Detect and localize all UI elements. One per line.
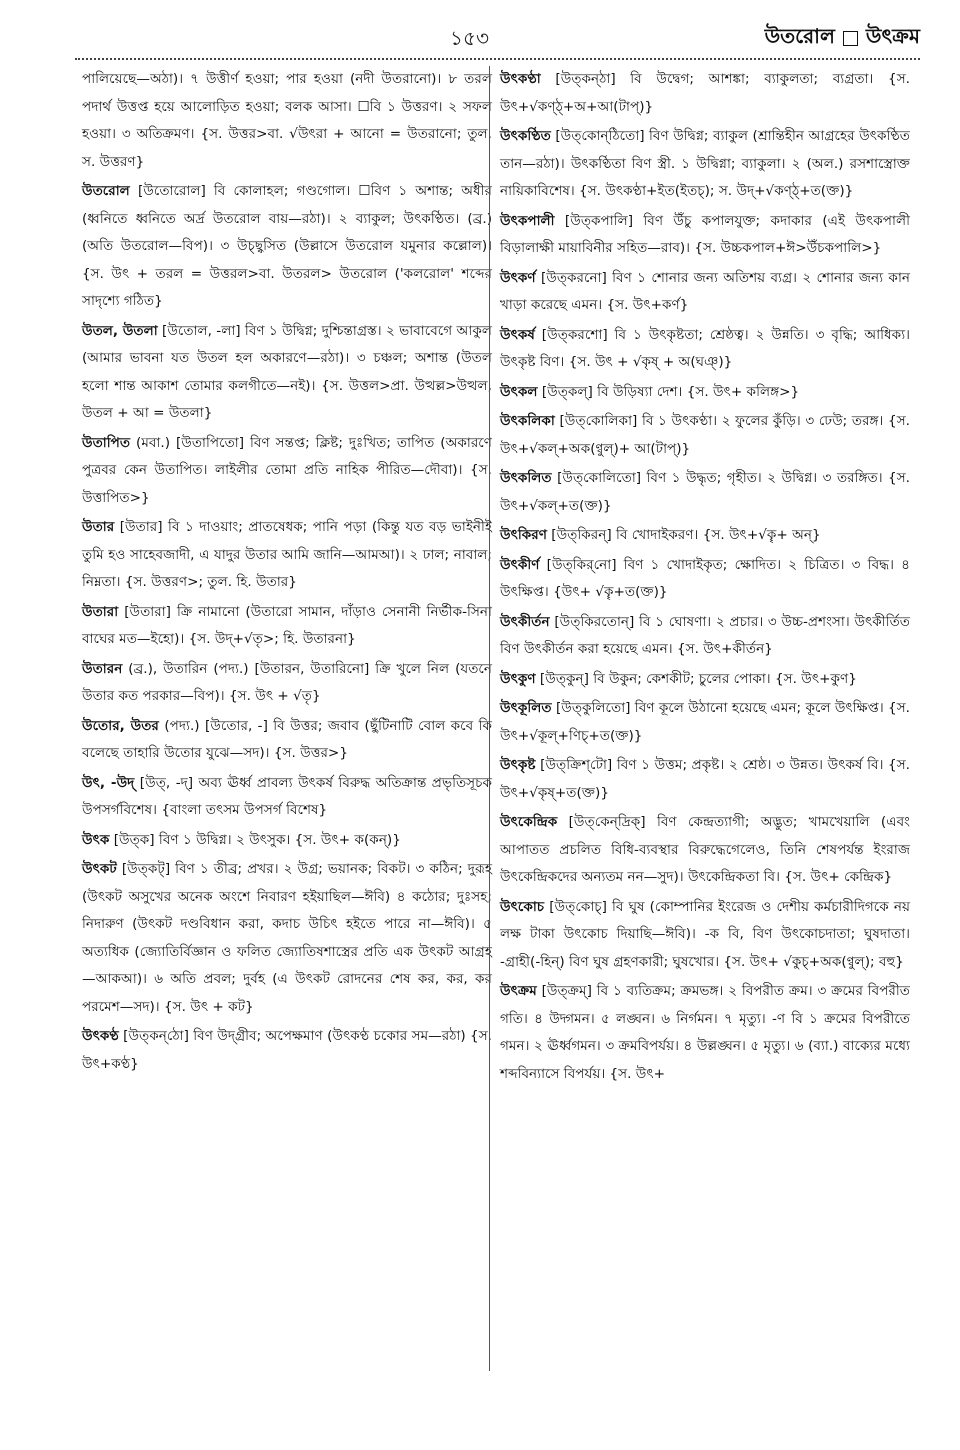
entry-headword: উৎক্রম [500, 983, 537, 999]
dictionary-entry [82, 827, 492, 855]
dictionary-entry [82, 656, 492, 711]
entry-definition: [উতোরোল] বি কোলাহল; গণ্ডগোল। ☐বিণ ১ অশান্ত; অধীর (ধ্বনিতে ধ্বনিতে অর্দ্র উতরোল বায়—রঠা)। ২ ব্যাকুল; উৎকণ্ঠিত। (ব্র.) (অতি উতরোল—বিপ)। ৩ উচ্ছ্বসিত (উল্লাসে উতরোল যমুনার কল্লোল)। {স. উৎ + তরল = উত্তরল>বা. উতরল> উতরোল ('কলরোল' শব্দের সাদৃশ্যে গঠিত} [82, 183, 492, 309]
dictionary-entry [500, 379, 910, 407]
entry-definition: [উত্‌কেন্‌দ্রিক্] বিণ কেন্দ্রত্যাগী; অদ্ভুত; খামখেয়ালি (এবং আপাতত প্রচলিত বিধি-ব্যবস্থার বিরুদ্ধেগেলেও, তিনি শেষপর্যন্ত ইংরাজ উৎকেন্দ্রিকদের অন্যতম নন—সুদ)। উৎকেন্দ্রিকতা বি। {স. উৎ+ কেন্দ্রিক} [500, 814, 910, 885]
entry-definition: [উত্‌কট্] বিণ ১ তীব্র; প্রখর। ২ উগ্র; ভয়ানক; বিকট। ৩ কঠিন; দুরূহ (উৎকট অসুখের অনেক অংশে নিবারণ হইয়াছিল—ঈবি) ৪ কঠোর; দুঃসহ; নিদারুণ (উৎকট দণ্ডবিধান করা, কদাচ উচিৎ হইতে পারে না—ঈবি)। ৫ অত্যধিক (জ্যোতির্বিজ্ঞান ও ফলিত জ্যোতিষশাস্ত্রের প্রতি এক উৎকট আগ্রহ—আকআ)। ৬ অতি প্রবল; দুর্বহ (এ উৎকট রোদনের শেষ কর, কর, কর পরমেশ—সদ)। {স. উৎ + কট} [82, 861, 492, 1015]
entry-headword: উতারন [82, 660, 123, 677]
entry-definition: [উত্‌কুন্] বি উকুন; কেশকীট; চুলের পোকা। {স. উৎ+কুণ} [539, 670, 857, 687]
entry-definition: [উতোল, -লা] বিণ ১ উদ্বিগ্ন; দুশ্চিন্তাগ্রস্ত। ২ ভাবাবেগে আকুল (আমার ভাবনা যত উতল হল অকারণে—রঠা)। ৩ চঞ্চল; অশান্ত (উতল হলো শান্ত আকাশ তোমার কলগীতে—নই)। {স. উত্তল>প্রা. উত্থল্ল>উত্থল, উতল + আ = উতলা} [82, 322, 492, 421]
dictionary-entry [82, 713, 492, 768]
dictionary-entry [82, 770, 492, 825]
entry-definition: (পদ্য.) [উতোর, -] বি উত্তর; জবাব (ছুঁটিনাটি বোল কবে কি বলেছে তাহারি উতোর যুঝে—সদ)। {স. উত্তর>} [82, 717, 492, 761]
dictionary-entry [500, 695, 910, 750]
entry-definition: (ব্র.), উতারিন (পদ্য.) [উতারন, উতারিনো] ক্রি খুলে নিল (যতনে উতার কত পরকার—বিপ)। {স. উৎ + √তৃ} [82, 660, 492, 704]
entry-headword: উৎকোচ [500, 898, 545, 915]
entry-headword: উতল, উতলা [82, 322, 158, 339]
left-column [82, 66, 492, 1078]
dictionary-entry [82, 178, 492, 316]
entry-headword: উৎকিরণ [500, 527, 547, 543]
dictionary-entry [500, 265, 910, 320]
entry-headword: উৎ, -উদ্ [82, 774, 135, 791]
entry-headword: উৎকীর্তন [500, 613, 550, 630]
dictionary-entry [500, 322, 910, 377]
entry-definition: [উত্‌ক্রম্] বি ১ ব্যতিক্রম; ক্রমভঙ্গ। ২ বিপরীত ক্রম। ৩ ক্রমের বিপরীত গতি। ৪ উদ্গমন। ৫ লঙ্ঘন। ৬ নির্গমন। ৭ মৃত্যু। -ণ বি ১ ক্রমের বিপরীতে গমন। ২ ঊর্ধ্বগমন। ৩ ক্রমবিপর্যয়। ৪ উল্লঙ্ঘন। ৫ মৃত্যু। ৬ (ব্যা.) বাক্যের মধ্যে শব্দবিন্যাসে বিপর্যয়। {স. উৎ+ [500, 983, 910, 1082]
dictionary-entry [82, 514, 492, 597]
last-guide-word: উৎক্রম [865, 24, 920, 48]
header-divider [75, 58, 920, 60]
entry-headword: উৎকণ্ঠা [500, 71, 541, 87]
dictionary-entry [500, 66, 910, 121]
entry-definition: [উত্‌করনো] বিণ ১ শোনার জন্য অতিশয় ব্যগ্র। ২ শোনার জন্য কান খাড়া করেছে এমন। {স. উৎ+কর্ণ} [500, 269, 910, 313]
dictionary-entry [500, 408, 910, 463]
entry-definition: [উত্, -দ্] অব্য ঊর্ধ্ব প্রাবল্য উৎকর্ষ বিরুদ্ধ অতিক্রান্ত প্রভৃতিসূচক উপসর্গবিশেষ। {বাংলা তৎসম উপসর্গ বিশেষ} [82, 774, 492, 818]
entry-headword: উৎকুণ [500, 670, 536, 687]
entry-definition: [উত্‌ক] বিণ ১ উদ্বিগ্ন। ২ উৎসুক। {স. উৎ+ ক(কন্)} [113, 831, 401, 848]
entry-headword: উৎকলিত [500, 470, 552, 486]
dictionary-entry [82, 318, 492, 428]
entry-definition: [উত্‌কিরতোন্] বি ১ ঘোষণা। ২ প্রচার। ৩ উচ্চ-প্রশংসা। উৎকীর্তিত বিণ উৎকীর্তন করা হয়েছে এমন। {স. উৎ+কীর্তন} [500, 613, 910, 657]
entry-headword: উৎকপালী [500, 212, 555, 229]
entry-headword: উৎকণ্ঠ [82, 1028, 119, 1044]
dictionary-entry [500, 465, 910, 520]
entry-definition: [উত্‌করশো] বি ১ উৎকৃষ্টতা; শ্রেষ্ঠত্ব। ২ উন্নতি। ৩ বৃদ্ধি; আধিক্য। উৎকৃষ্ট বিণ। {স. উৎ + √কৃষ্ + অ(ঘঞ্)} [500, 326, 910, 370]
dictionary-entry [500, 123, 910, 206]
entry-definition: [উত্‌কোন্‌ঠিতো] বিণ উদ্বিগ্ন; ব্যাকুল (শ্রান্তিহীন আগ্রহের উৎকণ্ঠিত তান—রঠা)। উৎকণ্ঠিতা বিণ স্ত্রী. ১ উদ্বিগ্না; ব্যাকুলা। ২ (অল.) রসশাস্ত্রোক্ত নায়িকাবিশেষ। {স. উৎকণ্ঠা+ইত(ইতচ্); স. উদ্+√কণ্ঠ্+ত(ক্ত)} [500, 128, 910, 199]
entry-headword: উতারা [82, 603, 119, 620]
entry-definition: পালিয়েছে—অঠা)। ৭ উত্তীর্ণ হওয়া; পার হওয়া (নদী উতরানো)। ৮ তরল পদার্থ উত্তপ্ত হয়ে আলোড়িত হওয়া; বলক আসা। ☐বি ১ উত্তরণ। ২ সফল হওয়া। ৩ অতিক্রমণ। {স. উত্তর>বা. √উৎরা + আনো = উতরানো; তুল. স. উত্তরণ} [82, 71, 492, 170]
entry-definition: (মবা.) [উতাপিতো] বিণ সন্তপ্ত; ক্লিষ্ট; দুঃখিত; তাপিত (অকারণে পুত্রবর কেন উতাপিত। লাইলীর তোমা প্রতি নাহিক পীরিত—দৌবা)। {স. উত্তাপিত>} [82, 434, 492, 506]
entry-headword: উতোর, উতর [82, 717, 159, 734]
dictionary-entry [82, 856, 492, 1021]
entry-headword: উৎকূলিত [500, 700, 552, 716]
entry-definition: [উত্‌কন্‌ঠো] বিণ উদ্গ্রীব; অপেক্ষমাণ (উৎকণ্ঠ চকোর সম—রঠা) {স. উৎ+কণ্ঠ} [82, 1028, 492, 1072]
dictionary-entry [500, 208, 910, 263]
entry-headword: উতার [82, 519, 115, 535]
entry-definition: [উত্‌কোলিকা] বি ১ উৎকণ্ঠা। ২ ফুলের কুঁড়ি। ৩ ঢেউ; তরঙ্গ। {স. উৎ+√কল্+অক(ণ্বুল্)+ আ(টাপ্)} [500, 413, 910, 457]
entry-headword: উৎকণ্ঠিত [500, 128, 551, 144]
page-number: ১৫৩ [450, 26, 489, 50]
entry-definition: [উত্‌কন্‌ঠা] বি উদ্বেগ; আশঙ্কা; ব্যাকুলতা; ব্যগ্রতা। {স. উৎ+√কণ্ঠ্+অ+আ(টাপ্)} [500, 71, 910, 115]
dictionary-entry [500, 809, 910, 892]
column-divider [489, 66, 490, 1371]
entry-headword: উৎকল [500, 383, 538, 400]
entry-definition: [উত্‌কপালি] বিণ উঁচু কপালযুক্ত; কদাকার (এই উৎকপালী বিড়ালাক্ষী মায়াবিনীর সহিত—রাব)। {স. উচ্চকপাল+ঈ>উঁচকপালি>} [500, 212, 910, 256]
running-head [765, 22, 920, 55]
entry-headword: উতরোল [82, 183, 130, 199]
entry-headword: উৎক [82, 831, 110, 848]
entry-headword: উৎকৃষ্ট [500, 757, 536, 773]
right-column [500, 66, 910, 1088]
entry-headword: উতাপিত [82, 434, 131, 451]
dictionary-entry [500, 894, 910, 977]
dictionary-entry [82, 1023, 492, 1078]
entry-definition: [উত্‌কল্] বি উড়িষ্যা দেশ। {স. উৎ+ কলিঙ্গ>} [541, 383, 800, 400]
entry-definition: [উতারা] ক্রি নামানো (উতারো সামান, দাঁড়াও সেনানী নির্ভীক-সিনা বাঘের মত—ইহো)। {স. উদ্+√তৃ>; হি. উতারনা} [82, 603, 492, 647]
dictionary-entry [500, 609, 910, 664]
dictionary-entry [500, 978, 910, 1088]
box-icon [843, 31, 858, 46]
dictionary-entry [500, 752, 910, 807]
entry-definition: [উতার] বি ১ দাওয়াং; প্রাতষেধক; পানি পড়া (কিন্তু যত বড় ভাইনীই তুমি হও সাহেবজাদী, এ যাদুর উতার আমি জানি—আমআ)। ২ ঢাল; নাবাল; নিম্নতা। {স. উত্তরণ>; তুল. হি. উতার} [82, 519, 492, 590]
entry-definition: [উত্‌কির্‌নো] বিণ ১ খোদাইকৃত; ক্ষোদিত। ২ চিত্রিত। ৩ বিদ্ধ। ৪ উৎক্ষিপ্ত। {উৎ+ √কৄ+ত(ক্ত)} [500, 556, 910, 600]
first-guide-word: উতরোল [764, 24, 835, 48]
dictionary-entry [82, 430, 492, 513]
dictionary-entry [82, 599, 492, 654]
entry-definition: [উত্‌কোলিতো] বিণ ১ উদ্ধৃত; গৃহীত। ২ উদ্বিগ্ন। ৩ তরঙ্গিত। {স. উৎ+√কল্+ত(ক্ত)} [500, 470, 911, 514]
dictionary-entry [500, 552, 910, 607]
entry-definition: [উত্‌কুলিতো] বিণ কূলে উঠানো হয়েছে এমন; কূলে উৎক্ষিপ্ত। {স. উৎ+√কূল্+ণিচ্+ত(ক্ত)} [500, 700, 910, 744]
entry-headword: উৎকর্ষ [500, 326, 535, 343]
entry-definition: [উত্‌ক্রিশ্‌টো] বিণ ১ উত্তম; প্রকৃষ্ট। ২ শ্রেষ্ঠ। ৩ উন্নত। উৎকর্ষ বি। {স. উৎ+√কৃষ্+ত(ক্ত)} [500, 757, 910, 801]
page-header [70, 18, 920, 60]
dictionary-entry [500, 666, 910, 694]
entry-headword: উৎকেন্দ্রিক [500, 814, 558, 830]
entry-headword: উৎকলিকা [500, 413, 555, 429]
dictionary-entry [82, 66, 492, 176]
entry-headword: উৎকীর্ণ [500, 556, 540, 573]
dictionary-entry [500, 522, 910, 550]
entry-headword: উৎকর্ণ [500, 269, 536, 286]
entry-definition: [উত্‌কোচ্] বি ঘুষ (কোম্পানির ইংরেজ ও দেশীয় কর্মচারীদিগকে নয় লক্ষ টাকা উৎকোচ দিয়াছি—ঈবি)। -ক বি, বিণ উৎকোচদাতা; ঘুষদাতা। -গ্রাহী(-হিন্) বিণ ঘুষ গ্রহণকারী; ঘুষখোর। {স. উৎ+ √কুচ্+অক(ণ্বুল্); বহু} [500, 898, 910, 970]
entry-headword: উৎকট [82, 861, 117, 877]
entry-definition: [উত্‌কিরন্] বি খোদাইকরণ। {স. উৎ+√কৄ+ অন্} [551, 527, 821, 543]
